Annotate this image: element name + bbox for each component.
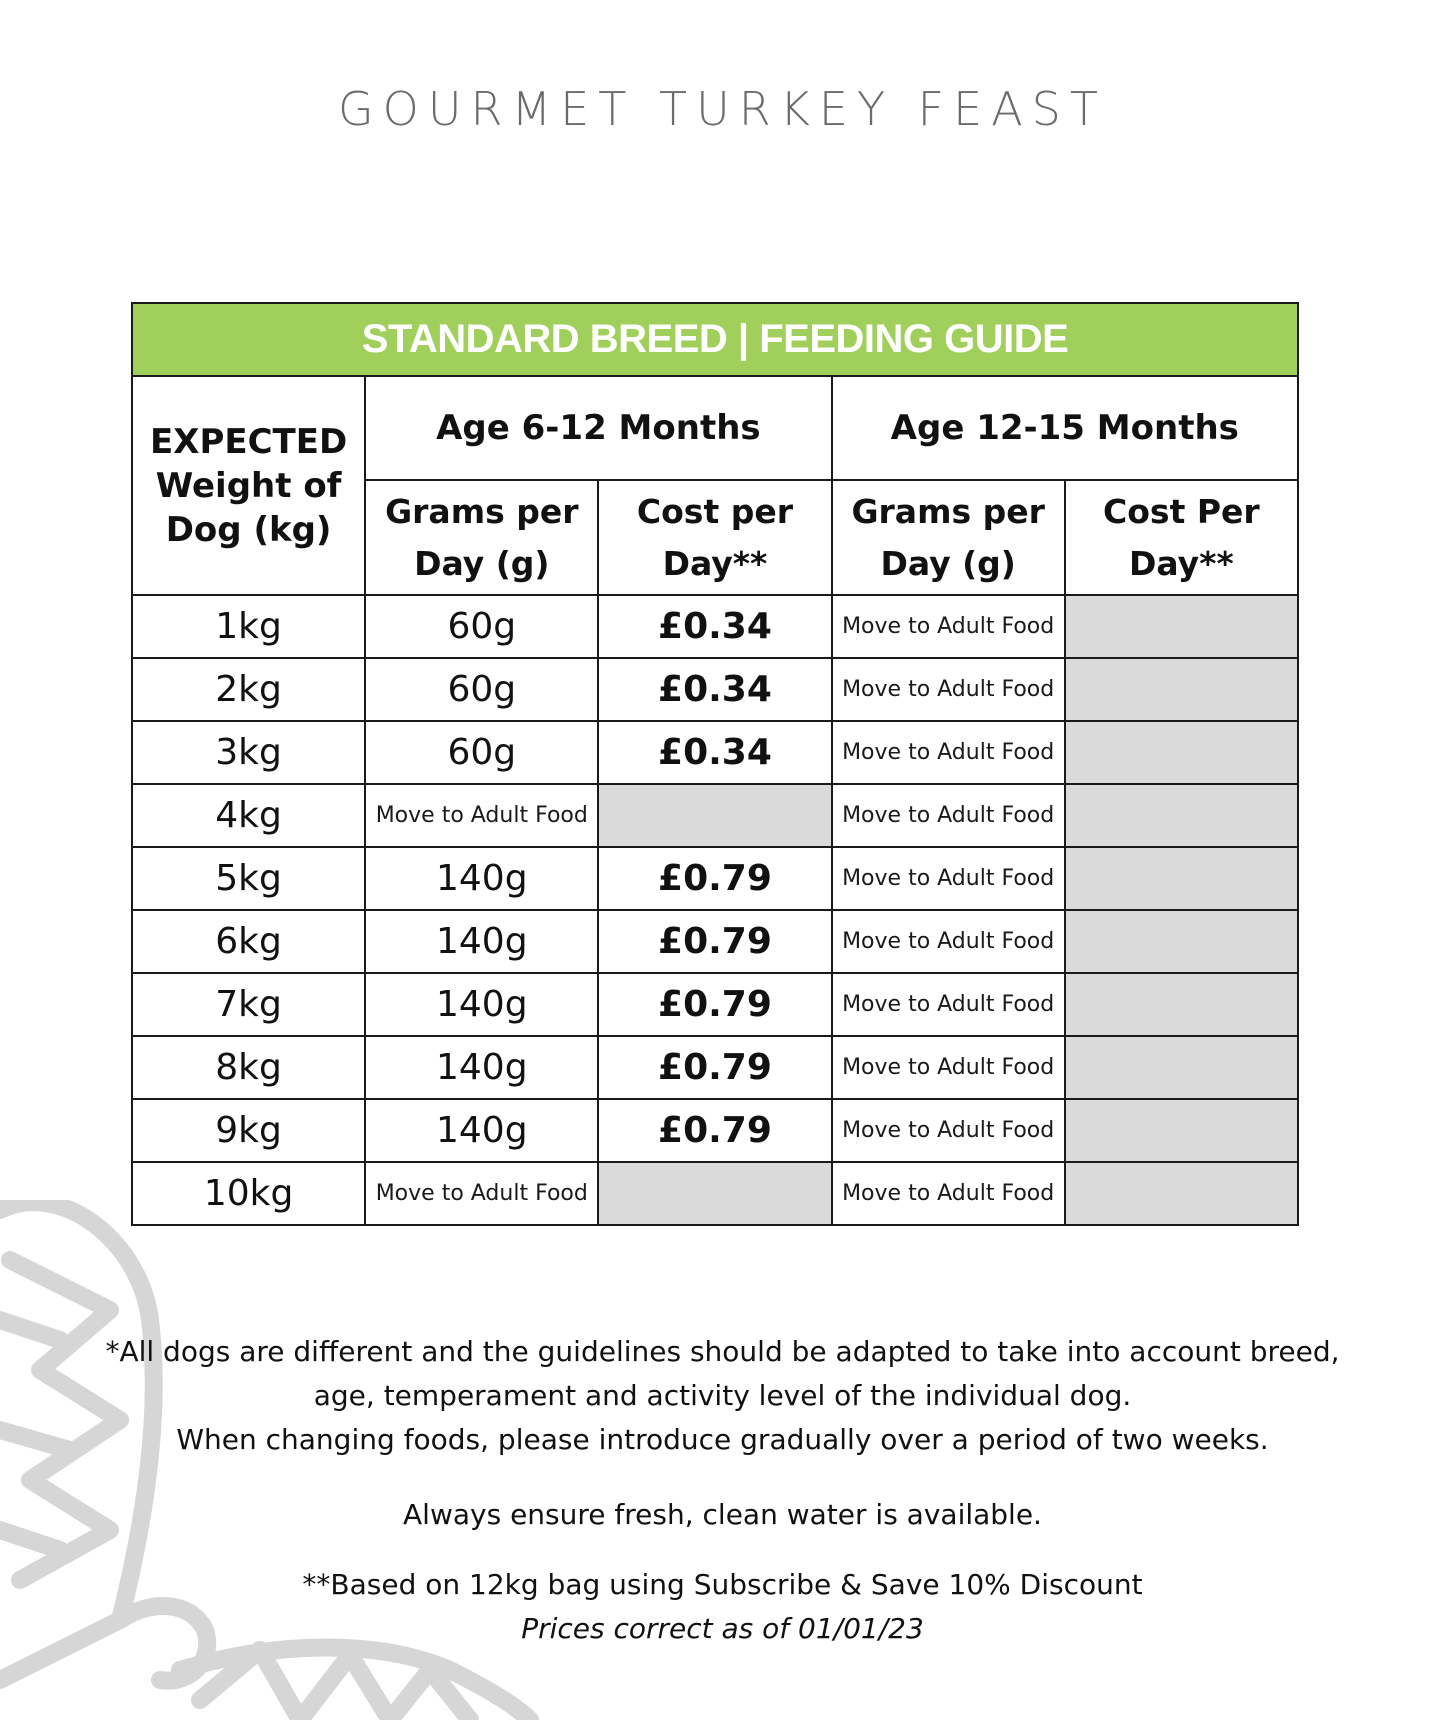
cost-12-15-cell (1065, 1099, 1298, 1162)
cost-6-12-cell: £0.34 (598, 721, 831, 784)
cost-6-12-cell: £0.79 (598, 1036, 831, 1099)
cost-6-12-cell: £0.79 (598, 1099, 831, 1162)
weight-cell: 3kg (132, 721, 365, 784)
weight-header-line: Weight of (155, 465, 342, 506)
grams-6-12-cell: Move to Adult Food (365, 784, 598, 847)
water-note (0, 1493, 1445, 1537)
table-row (132, 595, 1298, 658)
grams-12-15-cell: Move to Adult Food (832, 1036, 1065, 1099)
weight-header-line: Dog (kg) (165, 509, 332, 550)
weight-cell: 8kg (132, 1036, 365, 1099)
weight-cell: 10kg (132, 1162, 365, 1225)
feeding-guide-table (131, 302, 1299, 1226)
subheader-line: Cost Per (1103, 491, 1260, 531)
weight-cell: 2kg (132, 658, 365, 721)
subheader-line: Day** (1129, 543, 1234, 583)
cost-12-15-cell (1065, 1036, 1298, 1099)
table-row (132, 1162, 1298, 1225)
subheader-line: Day** (662, 543, 768, 583)
disclaimer (0, 1330, 1445, 1462)
disclaimer-line: When changing foods, please introduce gradually over a period of two weeks. (176, 1423, 1269, 1456)
table-row (132, 658, 1298, 721)
grams-per-day-header-12-15 (832, 480, 1065, 595)
table-banner: STANDARD BREED | FEEDING GUIDE (132, 303, 1298, 376)
grams-6-12-cell: 60g (365, 658, 598, 721)
cost-6-12-cell: £0.79 (598, 847, 831, 910)
page-title: GOURMET TURKEY FEAST (338, 82, 1107, 136)
grams-12-15-cell: Move to Adult Food (832, 1162, 1065, 1225)
age-group-header-6-12: Age 6-12 Months (365, 376, 831, 480)
cost-12-15-cell (1065, 973, 1298, 1036)
table-row (132, 1036, 1298, 1099)
cost-per-day-header-6-12 (598, 480, 831, 595)
cost-12-15-cell (1065, 595, 1298, 658)
table-row (132, 1099, 1298, 1162)
cost-per-day-header-12-15 (1065, 480, 1298, 595)
price-note-text: **Based on 12kg bag using Subscribe & Save 10% Discount (302, 1568, 1143, 1601)
table-row (132, 847, 1298, 910)
grams-6-12-cell: 140g (365, 910, 598, 973)
cost-6-12-cell (598, 784, 831, 847)
cost-12-15-cell (1065, 721, 1298, 784)
cost-6-12-cell: £0.34 (598, 658, 831, 721)
table-row (132, 973, 1298, 1036)
cost-12-15-cell (1065, 1162, 1298, 1225)
subheader-line: Day (g) (880, 543, 1016, 583)
grams-6-12-cell: Move to Adult Food (365, 1162, 598, 1225)
cost-6-12-cell: £0.79 (598, 910, 831, 973)
table-row (132, 910, 1298, 973)
cost-12-15-cell (1065, 910, 1298, 973)
price-note (0, 1563, 1445, 1651)
cost-12-15-cell (1065, 658, 1298, 721)
grams-6-12-cell: 140g (365, 1099, 598, 1162)
grams-12-15-cell: Move to Adult Food (832, 784, 1065, 847)
subheader-line: Cost per (636, 491, 793, 531)
weight-cell: 4kg (132, 784, 365, 847)
cost-12-15-cell (1065, 847, 1298, 910)
price-date-text: Prices correct as of 01/01/23 (521, 1612, 924, 1645)
grams-6-12-cell: 60g (365, 595, 598, 658)
weight-cell: 5kg (132, 847, 365, 910)
grams-12-15-cell: Move to Adult Food (832, 1099, 1065, 1162)
cost-12-15-cell (1065, 784, 1298, 847)
grams-12-15-cell: Move to Adult Food (832, 658, 1065, 721)
subheader-line: Grams per (385, 491, 579, 531)
grams-12-15-cell: Move to Adult Food (832, 910, 1065, 973)
age-group-header-12-15: Age 12-15 Months (832, 376, 1298, 480)
subheader-line: Grams per (851, 491, 1045, 531)
grams-per-day-header-6-12 (365, 480, 598, 595)
weight-cell: 1kg (132, 595, 365, 658)
cost-6-12-cell: £0.34 (598, 595, 831, 658)
weight-cell: 9kg (132, 1099, 365, 1162)
cost-6-12-cell (598, 1162, 831, 1225)
table-row (132, 721, 1298, 784)
weight-cell: 6kg (132, 910, 365, 973)
subheader-line: Day (g) (414, 543, 550, 583)
disclaimer-line: *All dogs are different and the guidelines should be adapted to take into account breed, (105, 1335, 1340, 1368)
weight-cell: 7kg (132, 973, 365, 1036)
grams-12-15-cell: Move to Adult Food (832, 721, 1065, 784)
grams-12-15-cell: Move to Adult Food (832, 847, 1065, 910)
grams-12-15-cell: Move to Adult Food (832, 973, 1065, 1036)
table-body (132, 595, 1298, 1225)
water-note-text: Always ensure fresh, clean water is available. (403, 1498, 1042, 1531)
disclaimer-line: age, temperament and activity level of the individual dog. (313, 1379, 1132, 1412)
table-row (132, 784, 1298, 847)
grams-6-12-cell: 140g (365, 1036, 598, 1099)
grams-6-12-cell: 140g (365, 973, 598, 1036)
grams-6-12-cell: 140g (365, 847, 598, 910)
grams-12-15-cell: Move to Adult Food (832, 595, 1065, 658)
cost-6-12-cell: £0.79 (598, 973, 831, 1036)
weight-header-line: EXPECTED (150, 421, 348, 462)
grams-6-12-cell: 60g (365, 721, 598, 784)
weight-column-header (132, 376, 365, 595)
